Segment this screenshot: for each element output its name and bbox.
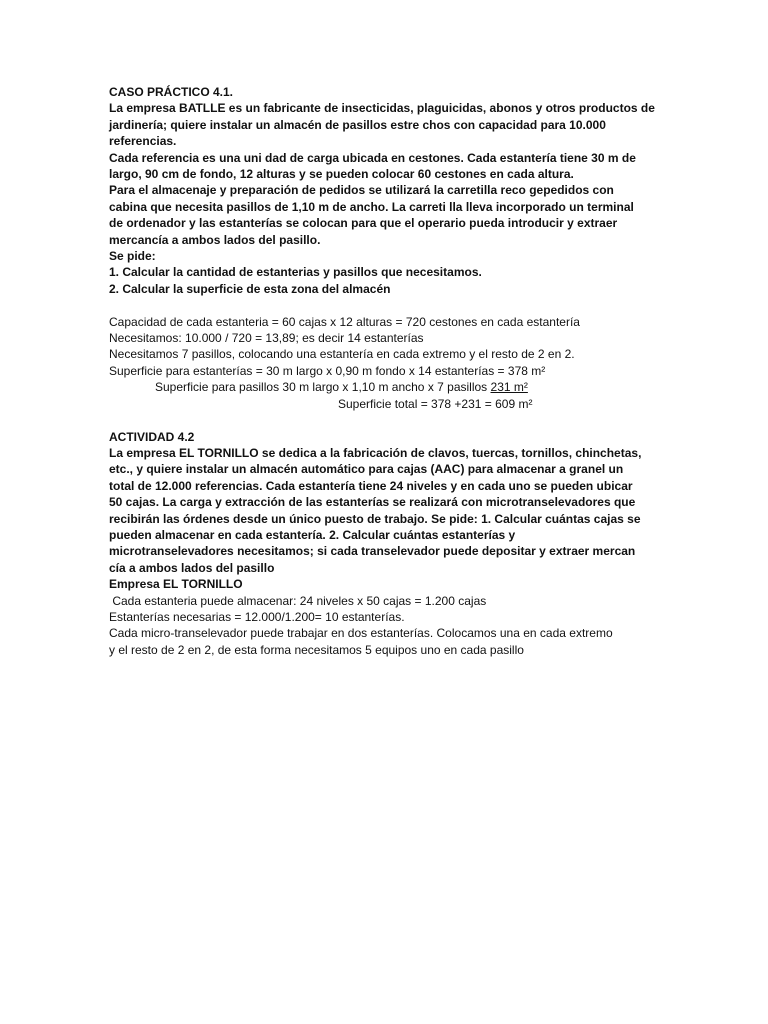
caso-solution-line: Necesitamos: 10.000 / 720 = 13,89; es decir 14 estanterías [109,331,424,346]
caso-title: CASO PRÁCTICO 4.1. [109,85,234,99]
actividad-solution-line: Estanterías necesarias = 12.000/1.200= 10 estanterías. [109,609,405,624]
actividad-solution-line: y el resto de 2 en 2, de esta forma necesitamos 5 equipos uno en cada pasillo [109,642,524,657]
spacer [109,412,669,428]
caso-statement-line: mercancía a ambos lados del pasillo. [109,232,321,247]
caso-solution-line: Necesitamos 7 pasillos, colocando una estantería en cada extremo y el resto de 2 en 2. [109,347,575,362]
actividad-statement-line: La empresa EL TORNILLO se dedica a la fabricación de clavos, tuercas, tornillos, chinchetas, [109,445,642,460]
caso-total-line: Superficie total = 378 +231 = 609 m² [338,396,533,411]
caso-statement-line: Para el almacenaje y preparación de pedidos se utilizará la carretilla reco gepedidos con [109,183,614,198]
actividad-title: ACTIVIDAD 4.2 [109,429,195,444]
caso-statement-line: La empresa BATLLE es un fabricante de insecticidas, plaguicidas, abonos y otros productos de [109,101,655,116]
caso-solution-line [109,379,669,395]
actividad-statement-line: total de 12.000 referencias. Cada estantería tiene 24 niveles y en cada uno se pueden ubicar [109,478,633,493]
pasillos-value: 231 m² [490,380,528,395]
caso-statement-line: jardinería; quiere instalar un almacén de pasillos estre chos con capacidad para 10.000 [109,117,606,132]
caso-solution-line: Capacidad de cada estanteria = 60 cajas x 12 alturas = 720 cestones en cada estantería [109,314,580,329]
pasillos-label: Superficie para pasillos 30 m largo x 1,10 m ancho x 7 pasillos [155,380,491,395]
spacer [109,297,669,313]
actividad-statement-line: recibirán las órdenes desde un único puesto de trabajo. Se pide: 1. Calcular cuántas cajas se [109,511,641,526]
actividad-statement-line: Empresa EL TORNILLO [109,577,243,592]
actividad-statement-line: microtranselevadores necesitamos; si cada transelevador puede depositar y extraer mercan [109,544,636,559]
document-page [109,84,669,658]
actividad-statement-line: pueden almacenar en cada estantería. 2. Calcular cuántas estanterías y [109,527,516,542]
actividad-statement-line: 50 cajas. La carga y extracción de las estanterías se realizará con microtranselevadores que [109,495,636,510]
caso-statement-line: de ordenador y las estanterías se colocan para que el operario pueda introducir y extraer [109,216,618,231]
actividad-statement-line: etc., y quiere instalar un almacén automático para cajas (AAC) para almacenar a granel un [109,462,624,477]
actividad-solution-line: Cada micro-transelevador puede trabajar en dos estanterías. Colocamos una en cada extremo [109,626,613,641]
caso-statement-line: cabina que necesita pasillos de 1,10 m de ancho. La carreti lla lleva incorporado un terminal [109,199,634,214]
caso-statement-line: 2. Calcular la superficie de esta zona del almacén [109,281,391,296]
caso-statement-line: Se pide: [109,249,156,264]
caso-statement-line: Cada referencia es una uni dad de carga ubicada en cestones. Cada estantería tiene 30 m de [109,150,636,165]
caso-statement-line: largo, 90 cm de fondo, 12 alturas y se pueden colocar 60 cestones en cada altura. [109,167,574,182]
caso-statement-line: referencias. [109,134,177,149]
actividad-statement-line: cía a ambos lados del pasillo [109,560,275,575]
caso-solution-line: Superficie para estanterías = 30 m largo x 0,90 m fondo x 14 estanterías = 378 m² [109,363,546,378]
actividad-solution-line: Cada estanteria puede almacenar: 24 niveles x 50 cajas = 1.200 cajas [109,593,487,608]
caso-statement-line: 1. Calcular la cantidad de estanterias y pasillos que necesitamos. [109,265,482,280]
